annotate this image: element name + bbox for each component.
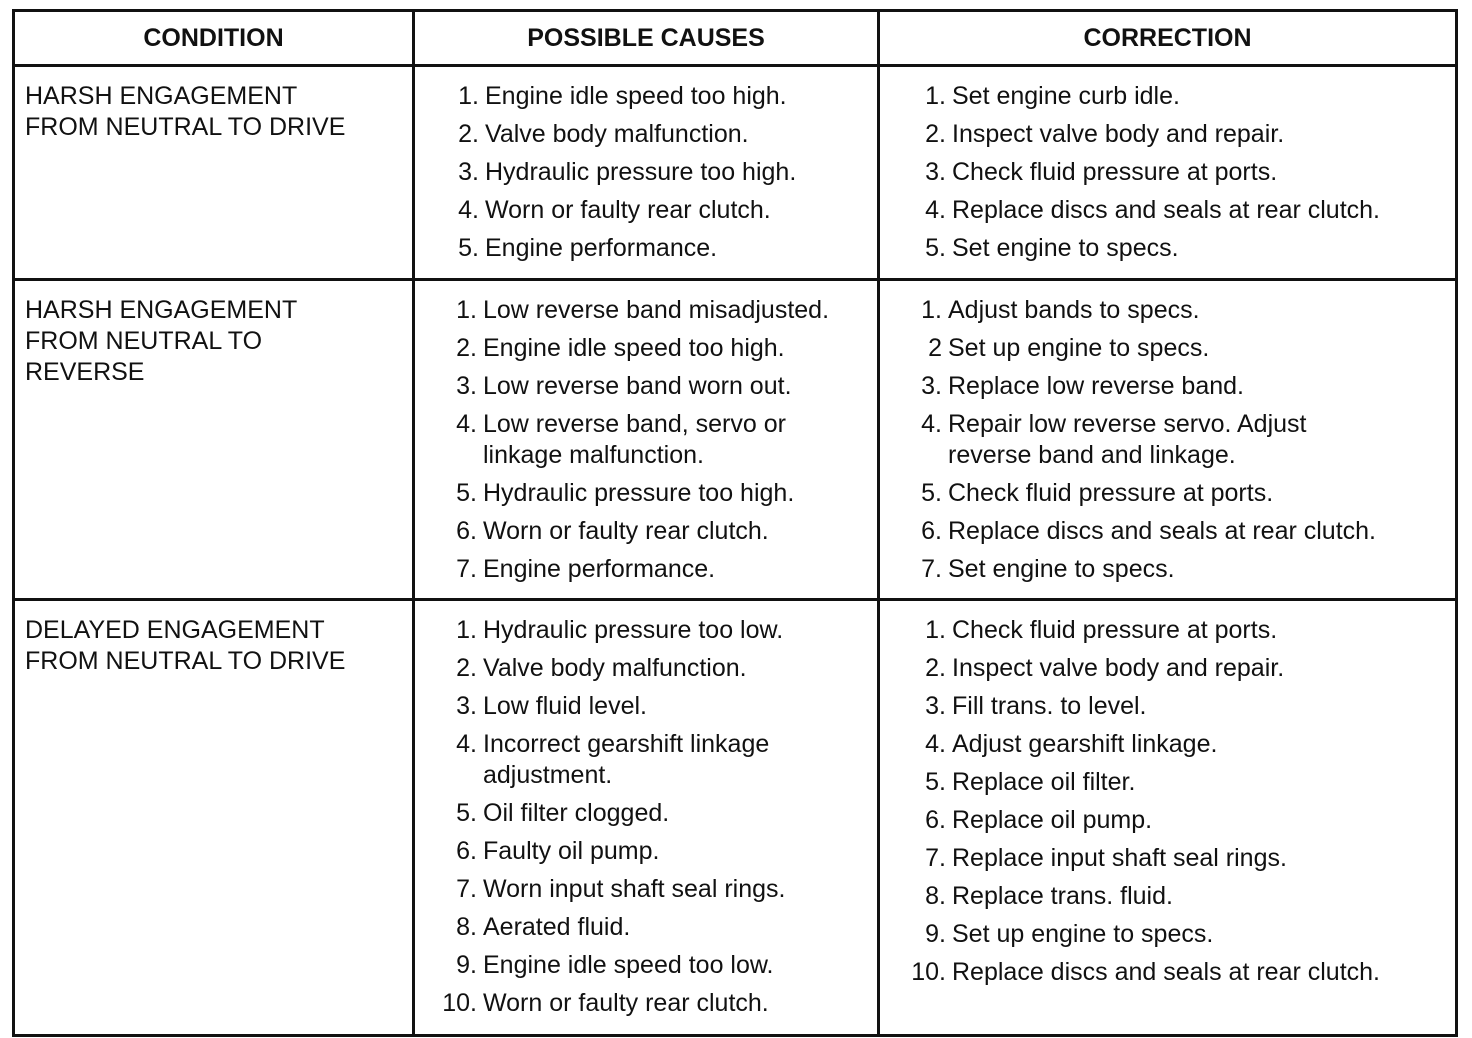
item-text: Low reverse band, servo or linkage malfunction. <box>483 410 786 469</box>
item-text: Worn or faulty rear clutch. <box>483 517 769 545</box>
header-row <box>14 11 1457 66</box>
item-text: Replace oil filter. <box>952 768 1136 796</box>
cause-item <box>415 798 877 829</box>
item-text: Low fluid level. <box>483 692 647 720</box>
cause-item <box>415 119 877 150</box>
item-number: 1. <box>925 616 946 644</box>
header-possible-causes: POSSIBLE CAUSES <box>414 11 879 66</box>
table-row <box>14 66 1457 280</box>
condition-text: HARSH ENGAGEMENT FROM NEUTRAL TO DRIVE <box>25 82 346 141</box>
condition-cell <box>14 600 414 1036</box>
corrections-list <box>880 601 1455 1001</box>
cause-item <box>415 691 877 722</box>
causes-list <box>415 281 877 598</box>
item-text: Worn or faulty rear clutch. <box>483 989 769 1017</box>
item-text: Replace input shaft seal rings. <box>952 844 1287 872</box>
item-number: 9. <box>456 951 477 979</box>
correction-item <box>880 409 1455 471</box>
item-number: 9. <box>925 920 946 948</box>
item-number: 4. <box>925 730 946 758</box>
item-text: Replace discs and seals at rear clutch. <box>948 517 1376 545</box>
item-number: 5. <box>458 234 479 262</box>
item-text: Replace low reverse band. <box>948 372 1244 400</box>
correction-item <box>880 195 1455 226</box>
correction-item <box>880 691 1455 722</box>
item-number: 1. <box>925 82 946 110</box>
correction-item <box>880 333 1455 364</box>
item-number: 1. <box>458 82 479 110</box>
item-text: Hydraulic pressure too high. <box>483 479 795 507</box>
item-text: Engine idle speed too high. <box>485 82 787 110</box>
cause-item <box>415 478 877 509</box>
troubleshooting-table <box>12 9 1458 1037</box>
item-number: 2. <box>925 120 946 148</box>
cause-item <box>415 157 877 188</box>
correction-item <box>880 957 1455 988</box>
item-text: Replace discs and seals at rear clutch. <box>952 958 1380 986</box>
item-text: Hydraulic pressure too high. <box>485 158 797 186</box>
item-text: Replace discs and seals at rear clutch. <box>952 196 1380 224</box>
item-number: 6. <box>456 517 477 545</box>
cause-item <box>415 653 877 684</box>
item-text: Incorrect gearshift linkage adjustment. <box>483 730 770 789</box>
correction-item <box>880 119 1455 150</box>
causes-list <box>415 601 877 1032</box>
item-number: 2 <box>928 334 942 362</box>
correction-item <box>880 233 1455 264</box>
correction-item <box>880 81 1455 112</box>
item-text: Faulty oil pump. <box>483 837 660 865</box>
item-number: 5. <box>925 234 946 262</box>
causes-cell <box>414 280 879 600</box>
item-number: 6. <box>925 806 946 834</box>
item-text: Worn input shaft seal rings. <box>483 875 786 903</box>
correction-item <box>880 843 1455 874</box>
item-number: 7. <box>456 555 477 583</box>
cause-item <box>415 371 877 402</box>
item-number: 4. <box>921 410 942 438</box>
correction-item <box>880 554 1455 585</box>
item-text: Set up engine to specs. <box>952 920 1214 948</box>
correction-item <box>880 371 1455 402</box>
correction-item <box>880 653 1455 684</box>
condition-cell <box>14 280 414 600</box>
item-text: Set engine to specs. <box>948 555 1175 583</box>
cause-item <box>415 874 877 905</box>
item-text: Aerated fluid. <box>483 913 631 941</box>
item-number: 10. <box>911 958 946 986</box>
condition-text: DELAYED ENGAGEMENT FROM NEUTRAL TO DRIVE <box>25 616 346 675</box>
item-text: Low reverse band worn out. <box>483 372 792 400</box>
item-number: 5. <box>921 479 942 507</box>
item-number: 2. <box>925 654 946 682</box>
item-text: Engine idle speed too high. <box>483 334 785 362</box>
correction-item <box>880 881 1455 912</box>
item-text: Check fluid pressure at ports. <box>948 479 1274 507</box>
correction-item <box>880 615 1455 646</box>
item-number: 7. <box>456 875 477 903</box>
item-number: 8. <box>456 913 477 941</box>
item-text: Engine performance. <box>485 234 718 262</box>
item-text: Check fluid pressure at ports. <box>952 158 1278 186</box>
causes-list <box>415 67 877 277</box>
condition-cell <box>14 66 414 280</box>
item-text: Inspect valve body and repair. <box>952 120 1285 148</box>
cause-item <box>415 195 877 226</box>
correction-item <box>880 805 1455 836</box>
causes-cell <box>414 600 879 1036</box>
cause-item <box>415 836 877 867</box>
condition-text: HARSH ENGAGEMENT FROM NEUTRAL TO REVERSE <box>25 296 298 386</box>
item-number: 1. <box>456 296 477 324</box>
item-number: 2. <box>456 654 477 682</box>
correction-item <box>880 295 1455 326</box>
correction-item <box>880 516 1455 547</box>
item-text: Adjust gearshift linkage. <box>952 730 1218 758</box>
corrections-cell <box>879 280 1457 600</box>
item-number: 3. <box>925 158 946 186</box>
item-number: 5. <box>925 768 946 796</box>
correction-item <box>880 767 1455 798</box>
item-text: Set up engine to specs. <box>948 334 1210 362</box>
item-number: 3. <box>456 372 477 400</box>
corrections-cell <box>879 66 1457 280</box>
item-number: 4. <box>456 410 477 438</box>
item-text: Valve body malfunction. <box>485 120 749 148</box>
item-number: 4. <box>925 196 946 224</box>
cause-item <box>415 516 877 547</box>
cause-item <box>415 233 877 264</box>
corrections-list <box>880 67 1455 277</box>
cause-item <box>415 729 877 791</box>
item-number: 5. <box>456 799 477 827</box>
cause-item <box>415 950 877 981</box>
item-text: Set engine to specs. <box>952 234 1179 262</box>
item-text: Valve body malfunction. <box>483 654 747 682</box>
item-number: 4. <box>458 196 479 224</box>
item-text: Set engine curb idle. <box>952 82 1180 110</box>
cause-item <box>415 409 877 471</box>
table-row <box>14 280 1457 600</box>
corrections-cell <box>879 600 1457 1036</box>
item-text: Hydraulic pressure too low. <box>483 616 784 644</box>
item-number: 6. <box>921 517 942 545</box>
item-number: 3. <box>925 692 946 720</box>
item-number: 6. <box>456 837 477 865</box>
header-condition: CONDITION <box>14 11 414 66</box>
item-text: Oil filter clogged. <box>483 799 670 827</box>
item-text: Low reverse band misadjusted. <box>483 296 830 324</box>
correction-item <box>880 919 1455 950</box>
item-number: 3. <box>458 158 479 186</box>
item-text: Engine idle speed too low. <box>483 951 774 979</box>
item-text: Worn or faulty rear clutch. <box>485 196 771 224</box>
cause-item <box>415 81 877 112</box>
cause-item <box>415 554 877 585</box>
item-number: 10. <box>442 989 477 1017</box>
item-number: 1. <box>456 616 477 644</box>
cause-item <box>415 333 877 364</box>
cause-item <box>415 615 877 646</box>
item-text: Engine performance. <box>483 555 716 583</box>
item-text: Check fluid pressure at ports. <box>952 616 1278 644</box>
item-number: 1. <box>921 296 942 324</box>
item-number: 8. <box>925 882 946 910</box>
item-text: Inspect valve body and repair. <box>952 654 1285 682</box>
item-number: 3. <box>456 692 477 720</box>
item-text: Replace oil pump. <box>952 806 1153 834</box>
causes-cell <box>414 66 879 280</box>
item-number: 7. <box>925 844 946 872</box>
corrections-list <box>880 281 1455 598</box>
correction-item <box>880 157 1455 188</box>
correction-item <box>880 729 1455 760</box>
item-text: Fill trans. to level. <box>952 692 1147 720</box>
header-correction: CORRECTION <box>879 11 1457 66</box>
item-number: 3. <box>921 372 942 400</box>
cause-item <box>415 988 877 1019</box>
item-text: Repair low reverse servo. Adjust reverse band and linkage. <box>948 410 1307 469</box>
item-number: 7. <box>921 555 942 583</box>
correction-item <box>880 478 1455 509</box>
item-number: 4. <box>456 730 477 758</box>
item-number: 2. <box>456 334 477 362</box>
cause-item <box>415 295 877 326</box>
item-number: 2. <box>458 120 479 148</box>
table-row <box>14 600 1457 1036</box>
item-text: Adjust bands to specs. <box>948 296 1200 324</box>
item-number: 5. <box>456 479 477 507</box>
cause-item <box>415 912 877 943</box>
item-text: Replace trans. fluid. <box>952 882 1173 910</box>
